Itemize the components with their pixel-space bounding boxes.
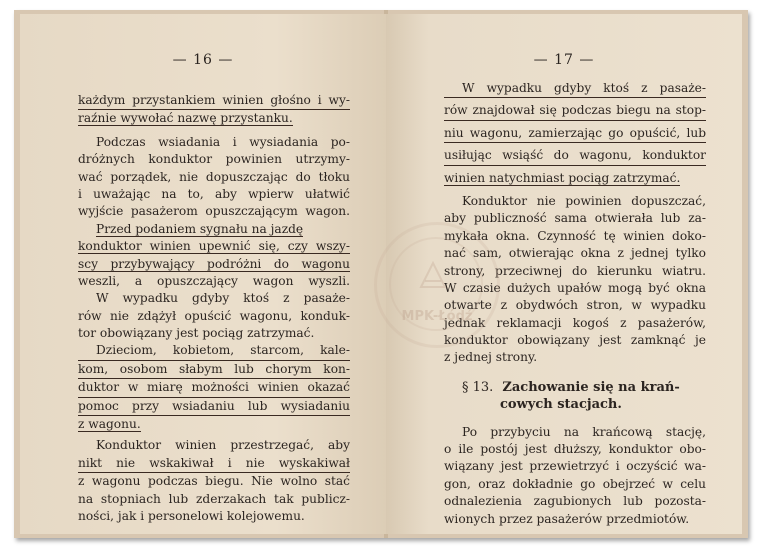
text-line: na stopniach lub zderzakach tak publicz- xyxy=(78,491,350,506)
text-line: pomoc przy wsiadaniu lub wysiadaniu xyxy=(78,398,350,416)
text-line: otwarte z obydwóch stron, w wypadku xyxy=(444,298,706,313)
text-line: kom, osobom słabym lub chorym kon- xyxy=(78,361,350,379)
text-line: usiłując wsiąść do wagonu, konduktor xyxy=(444,147,706,165)
stamp-emblem-icon xyxy=(413,257,453,297)
text-line: nać sam, otwierając okna z jednej tylko xyxy=(444,246,706,261)
text-line: ności, jak i personelowi kolejowemu. xyxy=(78,508,305,523)
text-line: i uważając na to, aby wpierw ułatwić xyxy=(78,186,350,201)
left-page xyxy=(20,14,386,534)
section-heading-cont: cowych stacjach. xyxy=(500,397,622,413)
page-number-17: — 17 — xyxy=(533,52,595,68)
text-line: W wypadku gdyby ktoś z pasaże- xyxy=(96,291,350,306)
text-line: duktor w miarę możności winien okazać xyxy=(78,379,350,397)
page-number-16: — 16 — xyxy=(172,52,234,68)
text-line: wyjście pasażerom opuszczającym wagon. xyxy=(78,204,350,219)
text-line: każdym przystankiem winien głośno i wy- xyxy=(78,92,350,110)
text-line: weszli, a opuszczający wagon wyszli. xyxy=(78,273,350,288)
text-line: nikt nie wskakiwał i nie wyskakiwał xyxy=(78,455,350,473)
text-line: strony, przeciwnej do kierunku wiatru. xyxy=(444,263,706,278)
text-line: mykała okna. Czynność tę winien doko- xyxy=(444,228,706,243)
text-line: o ile postój jest dłuższy, konduktor obo- xyxy=(444,442,706,457)
text-line: wiązany jest przewietrzyć i oczyścić wa- xyxy=(444,459,706,474)
left-page-text xyxy=(78,92,350,525)
text-line: scy przybywający podróżni do wagonu xyxy=(78,256,350,271)
text-line: z wagonu podczas biegu. Nie wolno stać xyxy=(78,474,350,489)
text-line: Podczas wsiadania i wysiadania po- xyxy=(96,134,350,149)
section-number: § 13. xyxy=(462,379,494,395)
text-line: z jednej strony. xyxy=(444,350,538,365)
text-line: rów nie zdążył opuścić wagonu, konduk- xyxy=(78,308,350,323)
text-line: dróżnych konduktor powinien utrzymy- xyxy=(78,152,350,167)
open-book xyxy=(14,10,748,538)
text-line: konduktor obowiązany jest zamknąć je xyxy=(444,333,706,348)
text-line: winien natychmiast pociąg zatrzymać. xyxy=(444,170,681,185)
text-line: Konduktor nie powinien dopuszczać, xyxy=(462,193,706,208)
text-line: Dzieciom, kobietom, starcom, kale- xyxy=(78,342,350,360)
text-line: W wypadku gdyby ktoś z pasaże- xyxy=(444,80,706,98)
text-line: wionych przez pasażerów przedmiotów. xyxy=(444,511,690,526)
text-line: aby publiczność sama otwierała lub za- xyxy=(444,211,706,226)
text-line: wać porządek, nie dopuszczając do tłoku xyxy=(78,169,350,184)
text-line: z wagonu. xyxy=(78,417,141,432)
section-heading xyxy=(444,379,706,396)
text-line: odnalezienia zagubionych lub pozosta- xyxy=(444,494,706,509)
watermark-stamp xyxy=(374,222,500,348)
text-line: Po przybyciu na krańcową stację, xyxy=(462,424,706,439)
text-line: raźnie wywołać nazwę przystanku. xyxy=(78,111,293,126)
text-line: niu wagonu, zamierzając go opuścić, lub xyxy=(444,125,706,143)
text-line: konduktor winien upewnić się, czy wszy- xyxy=(78,239,350,254)
text-line: gon, oraz dokładnie go obejrzeć w celu xyxy=(444,476,706,491)
stamp-label: MPK-Łódź xyxy=(401,309,473,324)
text-line: W czasie dużych upałów mogą być okna xyxy=(444,280,706,295)
text-line: Konduktor winien przestrzegać, aby xyxy=(96,438,350,453)
text-line: rów znajdował się podczas biegu na stop- xyxy=(444,102,706,120)
text-line: tor obowiązany jest pociąg zatrzymać. xyxy=(78,326,315,341)
section-title: Zachowanie się na krań- xyxy=(502,379,680,395)
text-line: jednak reklamacji kogoś z pasażerów, xyxy=(444,315,706,330)
text-line: Przed podaniem sygnału na jazdę xyxy=(96,221,304,236)
